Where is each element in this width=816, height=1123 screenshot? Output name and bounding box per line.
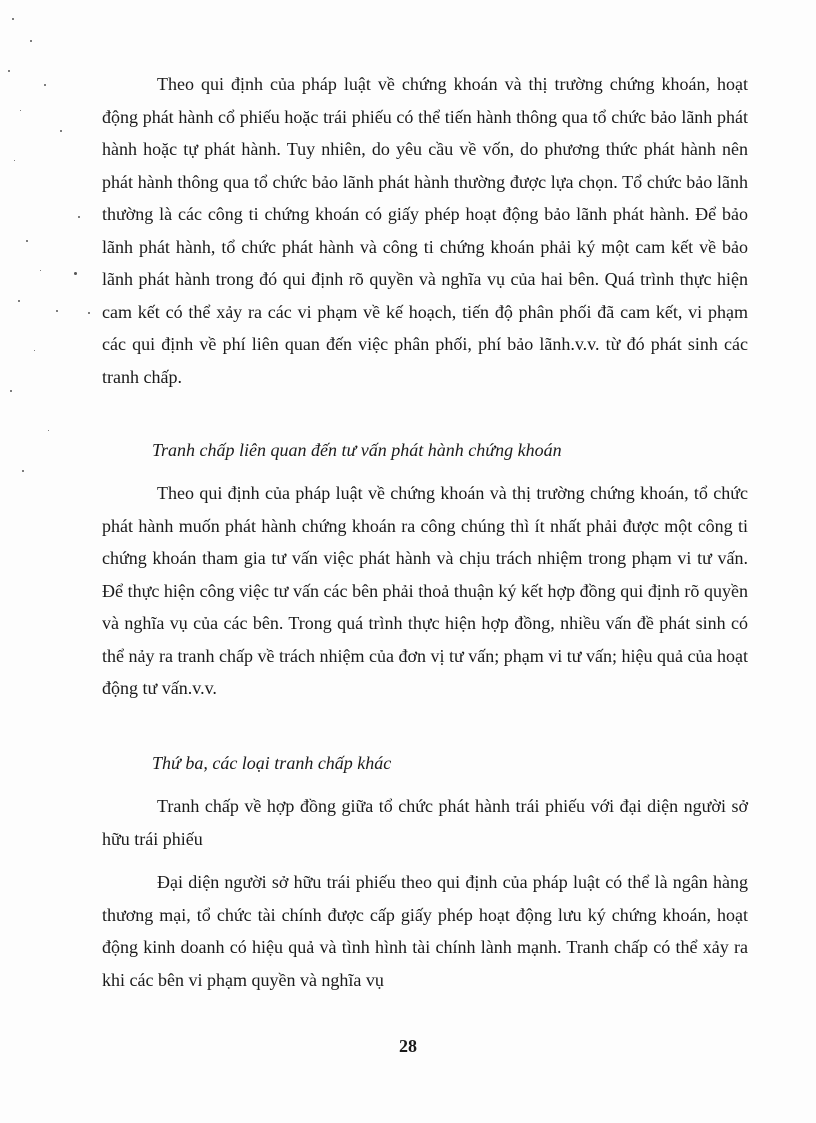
paragraph-bondholder-representative xyxy=(102,866,748,996)
section-heading-other-disputes xyxy=(102,747,748,780)
paragraph-text: Đại diện người sở hữu trái phiếu theo qui định của pháp luật có thể là ngân hàng thương mại, tổ chức tài chính được cấp giấy phép hoạt động lưu ký chứng khoán, hoạt động kinh doanh có hiệu quả và tình hình tài chính lành mạnh. Tranh chấp có thể xảy ra khi các bên vi phạm quyền và nghĩa vụ xyxy=(102,872,748,990)
page-number: 28 xyxy=(399,1036,417,1056)
heading-text: Tranh chấp liên quan đến tư vấn phát hành chứng khoán xyxy=(152,440,562,460)
section-heading-consulting xyxy=(102,434,748,467)
paragraph-text: Tranh chấp về hợp đồng giữa tổ chức phát hành trái phiếu với đại diện người sở hữu trái phiếu xyxy=(102,796,748,849)
paragraph-text: Theo qui định của pháp luật về chứng khoán và thị trường chứng khoán, hoạt động phát hành cổ phiếu hoặc trái phiếu có thể tiến hành thông qua tổ chức bảo lãnh phát hành hoặc tự phát hành. Tuy nhiên, do yêu cầu về vốn, do phương thức phát hành nên phát hành thông qua tổ chức bảo lãnh phát hành thường được lựa chọn. Tổ chức bảo lãnh thường là các công ti chứng khoán có giấy phép hoạt động bảo lãnh phát hành. Để bảo lãnh phát hành, tổ chức phát hành và công ti chứng khoán phải ký một cam kết về bảo lãnh phát hành trong đó qui định rõ quyền và nghĩa vụ của hai bên. Quá trình thực hiện cam kết có thể xảy ra các vi phạm về kế hoạch, tiến độ phân phối đã cam kết, vi phạm các qui định về phí liên quan đến việc phân phối, phí bảo lãnh.v.v. từ đó phát sinh các tranh chấp. xyxy=(102,74,748,387)
paragraph-underwriting xyxy=(102,68,748,393)
heading-text: Thứ ba, các loại tranh chấp khác xyxy=(152,753,392,773)
paragraph-consulting xyxy=(102,477,748,705)
paragraph-text: Theo qui định của pháp luật về chứng khoán và thị trường chứng khoán, tổ chức phát hành muốn phát hành chứng khoán ra công chúng thì ít nhất phải được một công ti chứng khoán tham gia tư vấn việc phát hành và chịu trách nhiệm trong phạm vi tư vấn. Để thực hiện công việc tư vấn các bên phải thoả thuận ký kết hợp đồng qui định rõ quyền và nghĩa vụ của các bên. Trong quá trình thực hiện hợp đồng, nhiều vấn đề phát sinh có thể nảy ra tranh chấp về trách nhiệm của đơn vị tư vấn; phạm vi tư vấn; hiệu quả của hoạt động tư vấn.v.v. xyxy=(102,483,748,698)
paragraph-bond-contract xyxy=(102,790,748,855)
